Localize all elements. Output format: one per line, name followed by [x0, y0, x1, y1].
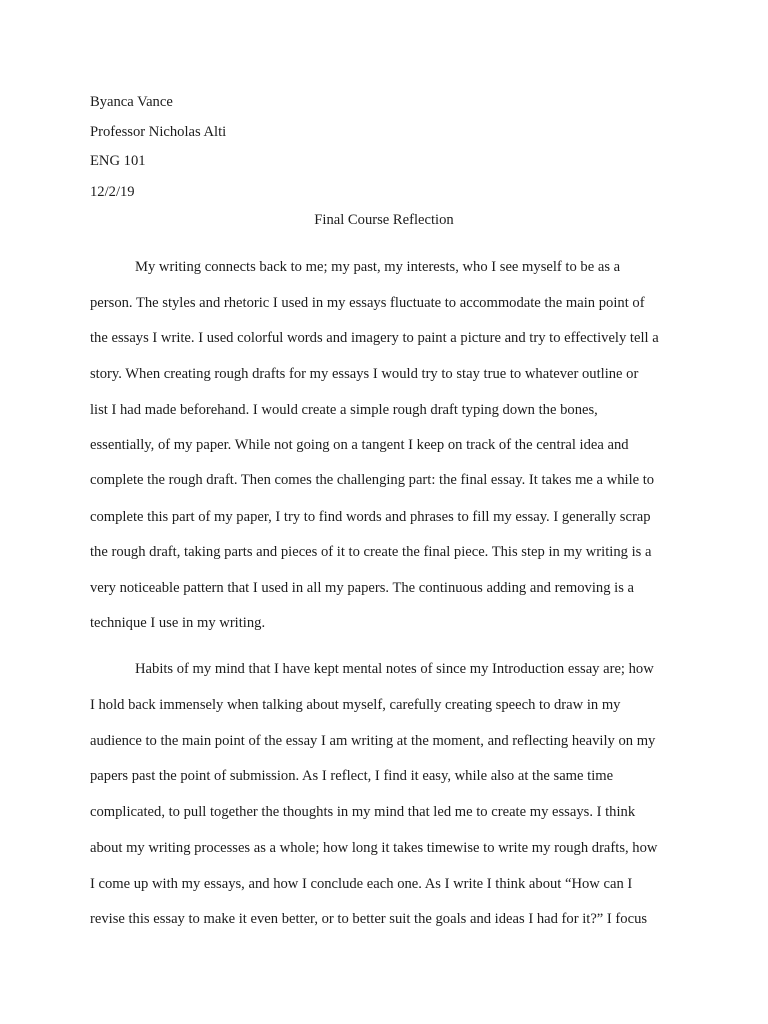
- paragraph-line: essentially, of my paper. While not going on a tangent I keep on track of the central idea and: [90, 437, 629, 453]
- paragraph-line: I hold back immensely when talking about myself, carefully creating speech to draw in my: [90, 697, 621, 713]
- paragraph-line: technique I use in my writing.: [90, 615, 266, 631]
- course-code: ENG 101: [90, 153, 146, 169]
- paragraph-line: story. When creating rough drafts for my essays I would try to stay true to whatever outline or: [90, 366, 639, 382]
- paragraph-line: complete this part of my paper, I try to find words and phrases to fill my essay. I generally scrap: [90, 509, 651, 525]
- paragraph-line: Habits of my mind that I have kept mental notes of since my Introduction essay are; how: [135, 661, 654, 677]
- paragraph-line: the essays I write. I used colorful words and imagery to paint a picture and try to effectively tell a: [90, 330, 659, 346]
- document-title: Final Course Reflection: [314, 212, 454, 228]
- paragraph-line: person. The styles and rhetoric I used in my essays fluctuate to accommodate the main point of: [90, 295, 645, 311]
- paragraph-line: the rough draft, taking parts and pieces of it to create the final piece. This step in my writing is a: [90, 544, 652, 560]
- author-name: Byanca Vance: [90, 94, 173, 110]
- paragraph-line: My writing connects back to me; my past, my interests, who I see myself to be as a: [135, 259, 621, 275]
- paragraph-line: I come up with my essays, and how I conclude each one. As I write I think about “How can I: [90, 876, 633, 892]
- paragraph-line: very noticeable pattern that I used in all my papers. The continuous adding and removing is a: [90, 580, 635, 596]
- paragraph-line: audience to the main point of the essay I am writing at the moment, and reflecting heavily on my: [90, 733, 656, 749]
- paragraph-line: revise this essay to make it even better, or to better suit the goals and ideas I had for it?” I focus: [90, 911, 648, 927]
- paragraph-line: papers past the point of submission. As I reflect, I find it easy, while also at the same time: [90, 768, 614, 784]
- submission-date: 12/2/19: [90, 184, 135, 200]
- paragraph-line: complete the rough draft. Then comes the challenging part: the final essay. It takes me a while to: [90, 472, 655, 488]
- paragraph-line: about my writing processes as a whole; how long it takes timewise to write my rough drafts, how: [90, 840, 658, 856]
- paragraph-line: list I had made beforehand. I would create a simple rough draft typing down the bones,: [90, 402, 598, 418]
- paragraph-line: complicated, to pull together the thoughts in my mind that led me to create my essays. I think: [90, 804, 636, 820]
- professor-name: Professor Nicholas Alti: [90, 124, 227, 140]
